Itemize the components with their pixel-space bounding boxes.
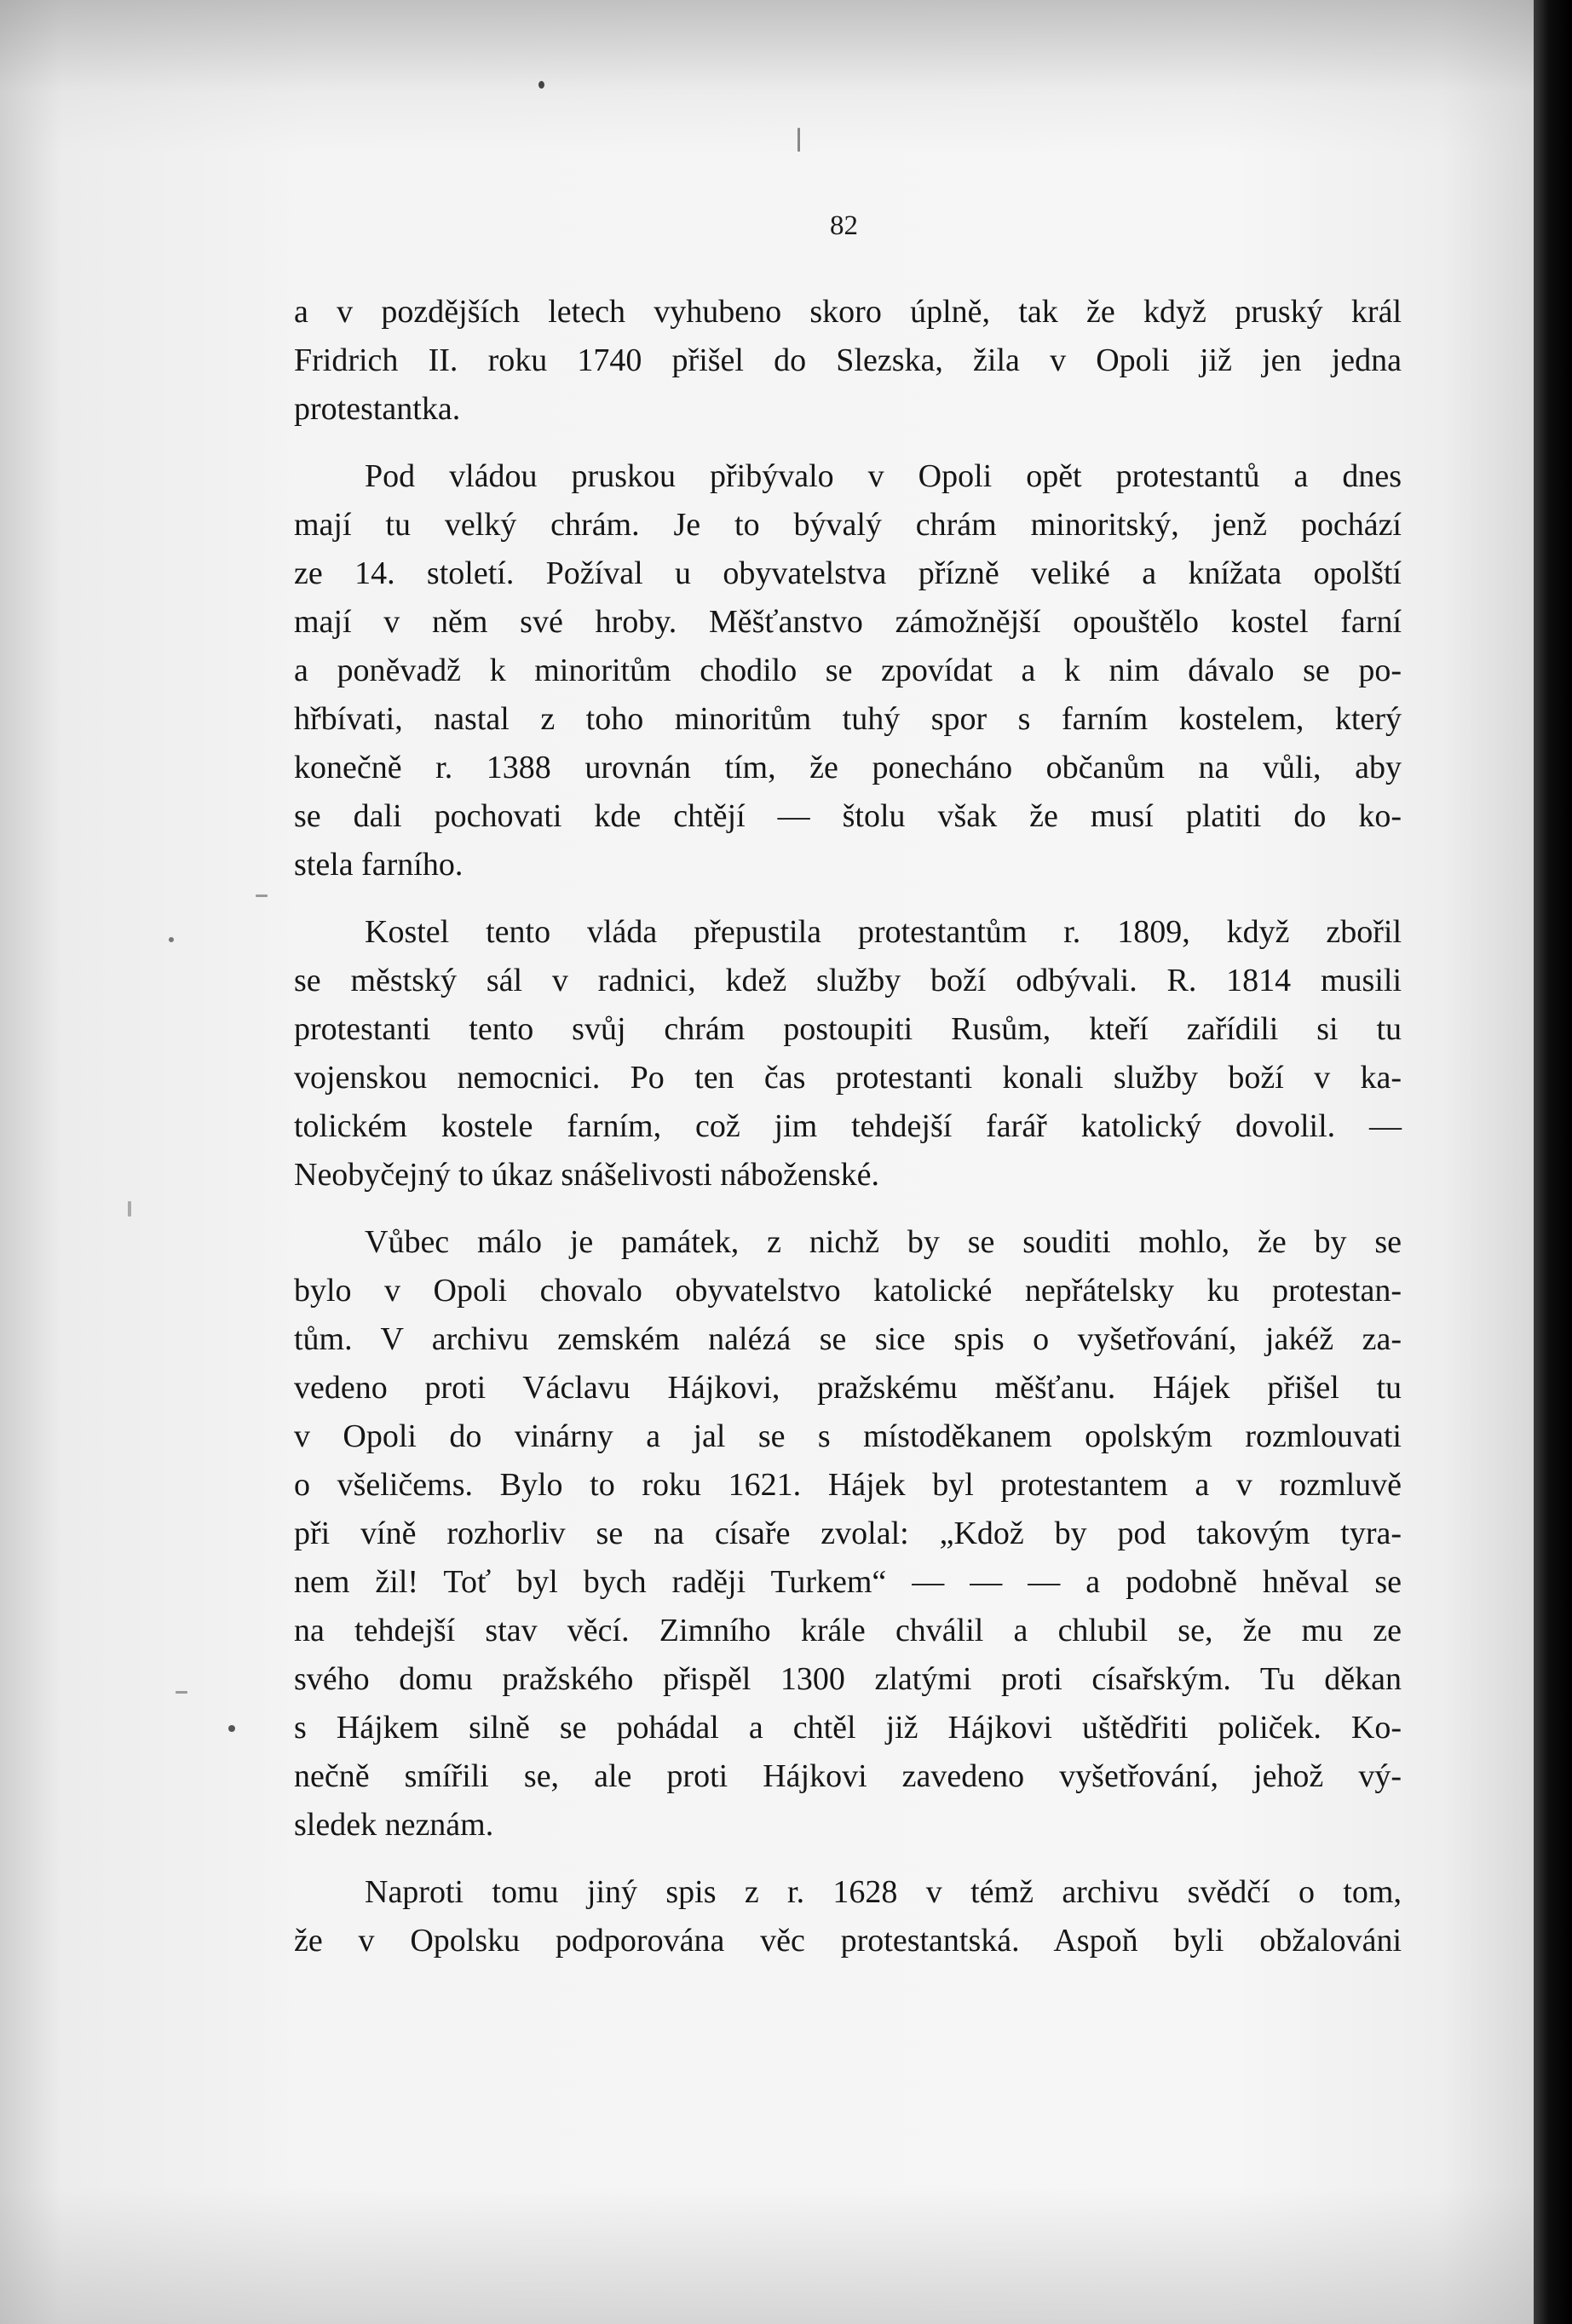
text-line: Neobyčejný to úkaz snášelivosti náboženské. — [294, 1157, 879, 1193]
text-line: s Hájkem silně se pohádal a chtěl již Hájkovi uštědřiti poliček. Ko- — [294, 1710, 1402, 1746]
scan-speck — [256, 895, 268, 897]
text-line: Kostel tento vláda přepustila protestantům r. 1809, když zbořil — [365, 914, 1402, 950]
text-line: se městský sál v radnici, kdež služby boží odbývali. R. 1814 musili — [294, 963, 1402, 998]
text-line: vedeno proti Václavu Hájkovi, pražskému měšťanu. Hájek přišel tu — [294, 1370, 1402, 1406]
text-line: v Opoli do vinárny a jal se s místoděkanem opolským rozmlouvati — [294, 1418, 1402, 1454]
text-line: nem žil! Toť byl bych raději Turkem“ — — — a podobně hněval se — [294, 1564, 1402, 1600]
text-line: hřbívati, nastal z toho minoritům tuhý spor s farním kostelem, který — [294, 701, 1402, 737]
scan-border-right — [1534, 0, 1572, 2324]
text-line: vojenskou nemocnici. Po ten čas protestanti konali služby boží v ka- — [294, 1060, 1402, 1096]
text-line: a v pozdějších letech vyhubeno skoro úplně, tak že když pruský král — [294, 294, 1402, 330]
text-line: při víně rozhorliv se na císaře zvolal: „Kdož by pod takovým tyra- — [294, 1516, 1402, 1551]
text-line: se dali pochovati kde chtějí — štolu však že musí platiti do ko- — [294, 798, 1402, 834]
text-line: že v Opolsku podporována věc protestantská. Aspoň byli obžalováni — [294, 1923, 1402, 1959]
body-text — [294, 288, 1402, 1965]
text-line: bylo v Opoli chovalo obyvatelstvo katolické nepřátelsky ku protestan- — [294, 1273, 1402, 1309]
scan-speck — [169, 937, 174, 942]
text-line: tolickém kostele farním, což jim tehdejší farář katolický dovolil. — — [294, 1108, 1402, 1144]
text-line: o všeličems. Bylo to roku 1621. Hájek byl protestantem a v rozmluvě — [294, 1467, 1402, 1503]
text-line: stela farního. — [294, 847, 464, 883]
text-line: Naproti tomu jiný spis z r. 1628 v témž archivu svědčí o tom, — [365, 1874, 1402, 1910]
text-line: sledek neznám. — [294, 1807, 494, 1843]
scan-speck — [538, 81, 544, 89]
text-line: tům. V archivu zemském nalézá se sice spis o vyšetřování, jakéž za- — [294, 1321, 1402, 1357]
page-number: 82 — [830, 210, 858, 241]
scan-speck — [798, 128, 800, 152]
text-line: ze 14. století. Požíval u obyvatelstva přízně veliké a knížata opolští — [294, 555, 1402, 591]
text-line: Pod vládou pruskou přibývalo v Opoli opět protestantů a dnes — [365, 458, 1402, 494]
scan-speck — [176, 1691, 187, 1694]
text-line: nečně smířili se, ale proti Hájkovi zavedeno vyšetřování, jehož vý- — [294, 1758, 1402, 1794]
scan-shadow-top — [0, 0, 1534, 153]
text-line: protestanti tento svůj chrám postoupiti Rusům, kteří zařídili si tu — [294, 1011, 1402, 1047]
scan-shadow-bottom — [0, 2188, 1534, 2324]
text-line: na tehdejší stav věcí. Zimního krále chválil a chlubil se, že mu ze — [294, 1613, 1402, 1648]
text-line: protestantka. — [294, 391, 461, 427]
text-line: mají tu velký chrám. Je to bývalý chrám minoritský, jenž pochází — [294, 507, 1402, 543]
text-line: svého domu pražského přispěl 1300 zlatými proti císařským. Tu děkan — [294, 1661, 1402, 1697]
text-line: Fridrich II. roku 1740 přišel do Slezska, žila v Opoli již jen jedna — [294, 342, 1402, 378]
text-line: Vůbec málo je památek, z nichž by se souditi mohlo, že by se — [365, 1224, 1402, 1260]
text-line: a poněvadž k minoritům chodilo se zpovídat a k nim dávalo se po- — [294, 653, 1402, 688]
text-line: mají v něm své hroby. Měšťanstvo zámožnější opouštělo kostel farní — [294, 604, 1402, 640]
scan-speck — [228, 1725, 235, 1732]
scan-speck — [128, 1201, 131, 1217]
text-line: konečně r. 1388 urovnán tím, že ponecháno občanům na vůli, aby — [294, 750, 1402, 785]
